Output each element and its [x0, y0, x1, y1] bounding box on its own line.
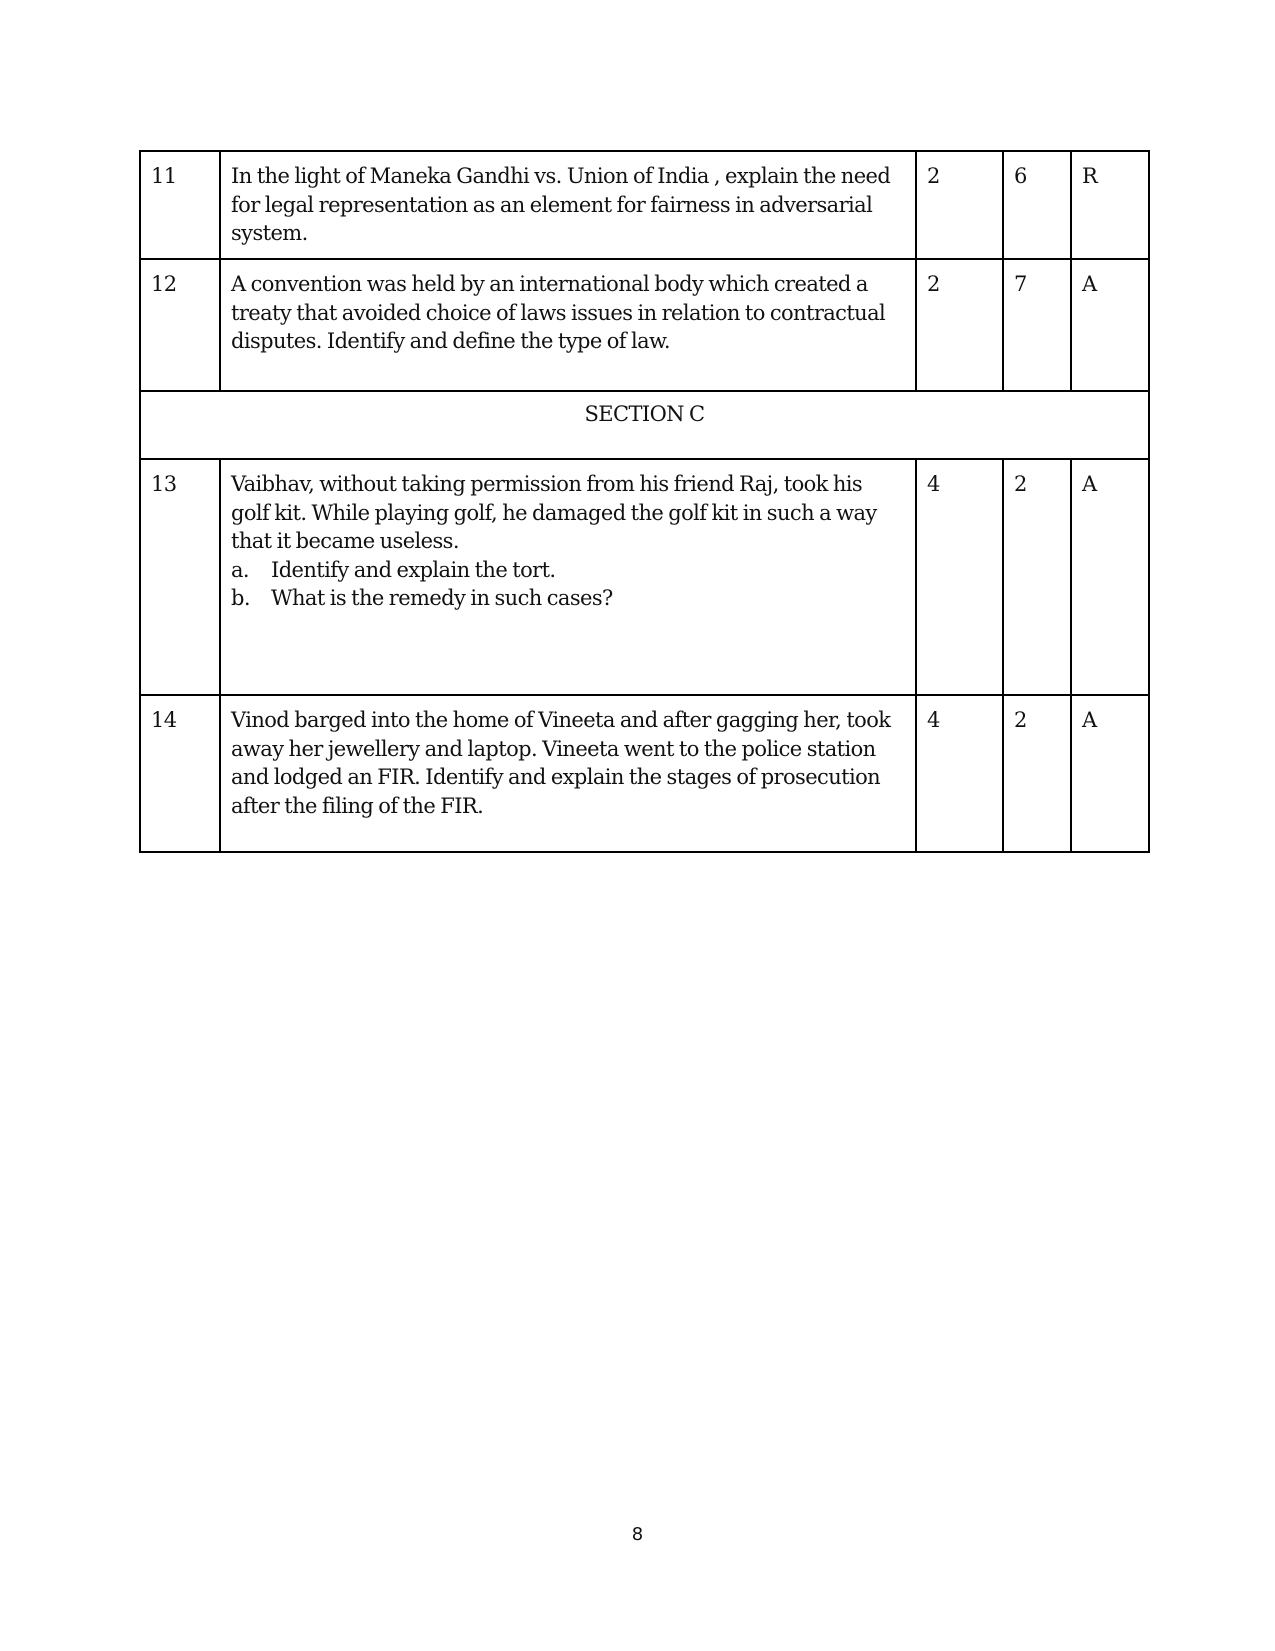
question-unit: 7 [1003, 259, 1071, 391]
section-heading: SECTION C [140, 391, 1149, 459]
question-unit: 6 [1003, 151, 1071, 259]
question-unit: 2 [1003, 459, 1071, 695]
table-row [140, 259, 1149, 391]
sub-question [231, 584, 905, 613]
question-text: A convention was held by an international body which created a treaty that avoided choice of laws issues in relation to contractual disputes. Identify and define the type of law. [220, 259, 916, 391]
section-heading-row [140, 391, 1149, 459]
question-number: 12 [140, 259, 220, 391]
question-text: Vinod barged into the home of Vineeta and after gagging her, took away her jewellery and laptop. Vineeta went to the police station and lodged an FIR. Identify and explain the stages of prosecution after the filing of the FIR. [220, 695, 916, 852]
page-number: 8 [631, 1524, 644, 1545]
table-row [140, 695, 1149, 852]
question-unit: 2 [1003, 695, 1071, 852]
table-row [140, 459, 1149, 695]
sub-question-text: What is the remedy in such cases? [271, 586, 613, 610]
question-competency: R [1071, 151, 1149, 259]
question-text: Vaibhav, without taking permission from his friend Raj, took his golf kit. While playing golf, he damaged the golf kit in such a way that it became useless. [231, 472, 877, 553]
questions-table [139, 150, 1150, 853]
question-marks: 2 [916, 151, 1003, 259]
sub-question [231, 556, 905, 585]
question-marks: 4 [916, 459, 1003, 695]
question-number: 14 [140, 695, 220, 852]
sub-question-letter: a. [231, 557, 249, 582]
question-marks: 2 [916, 259, 1003, 391]
question-text: In the light of Maneka Gandhi vs. Union of India , explain the need for legal representation as an element for fairness in adversarial system. [220, 151, 916, 259]
question-competency: A [1071, 459, 1149, 695]
sub-question-letter: b. [231, 586, 250, 610]
question-competency: A [1071, 259, 1149, 391]
question-competency: A [1071, 695, 1149, 852]
question-number: 11 [140, 151, 220, 259]
table-row [140, 151, 1149, 259]
question-text-cell [220, 459, 916, 695]
question-number: 13 [140, 459, 220, 695]
question-marks: 4 [916, 695, 1003, 852]
sub-question-text: Identify and explain the tort. [271, 557, 556, 582]
